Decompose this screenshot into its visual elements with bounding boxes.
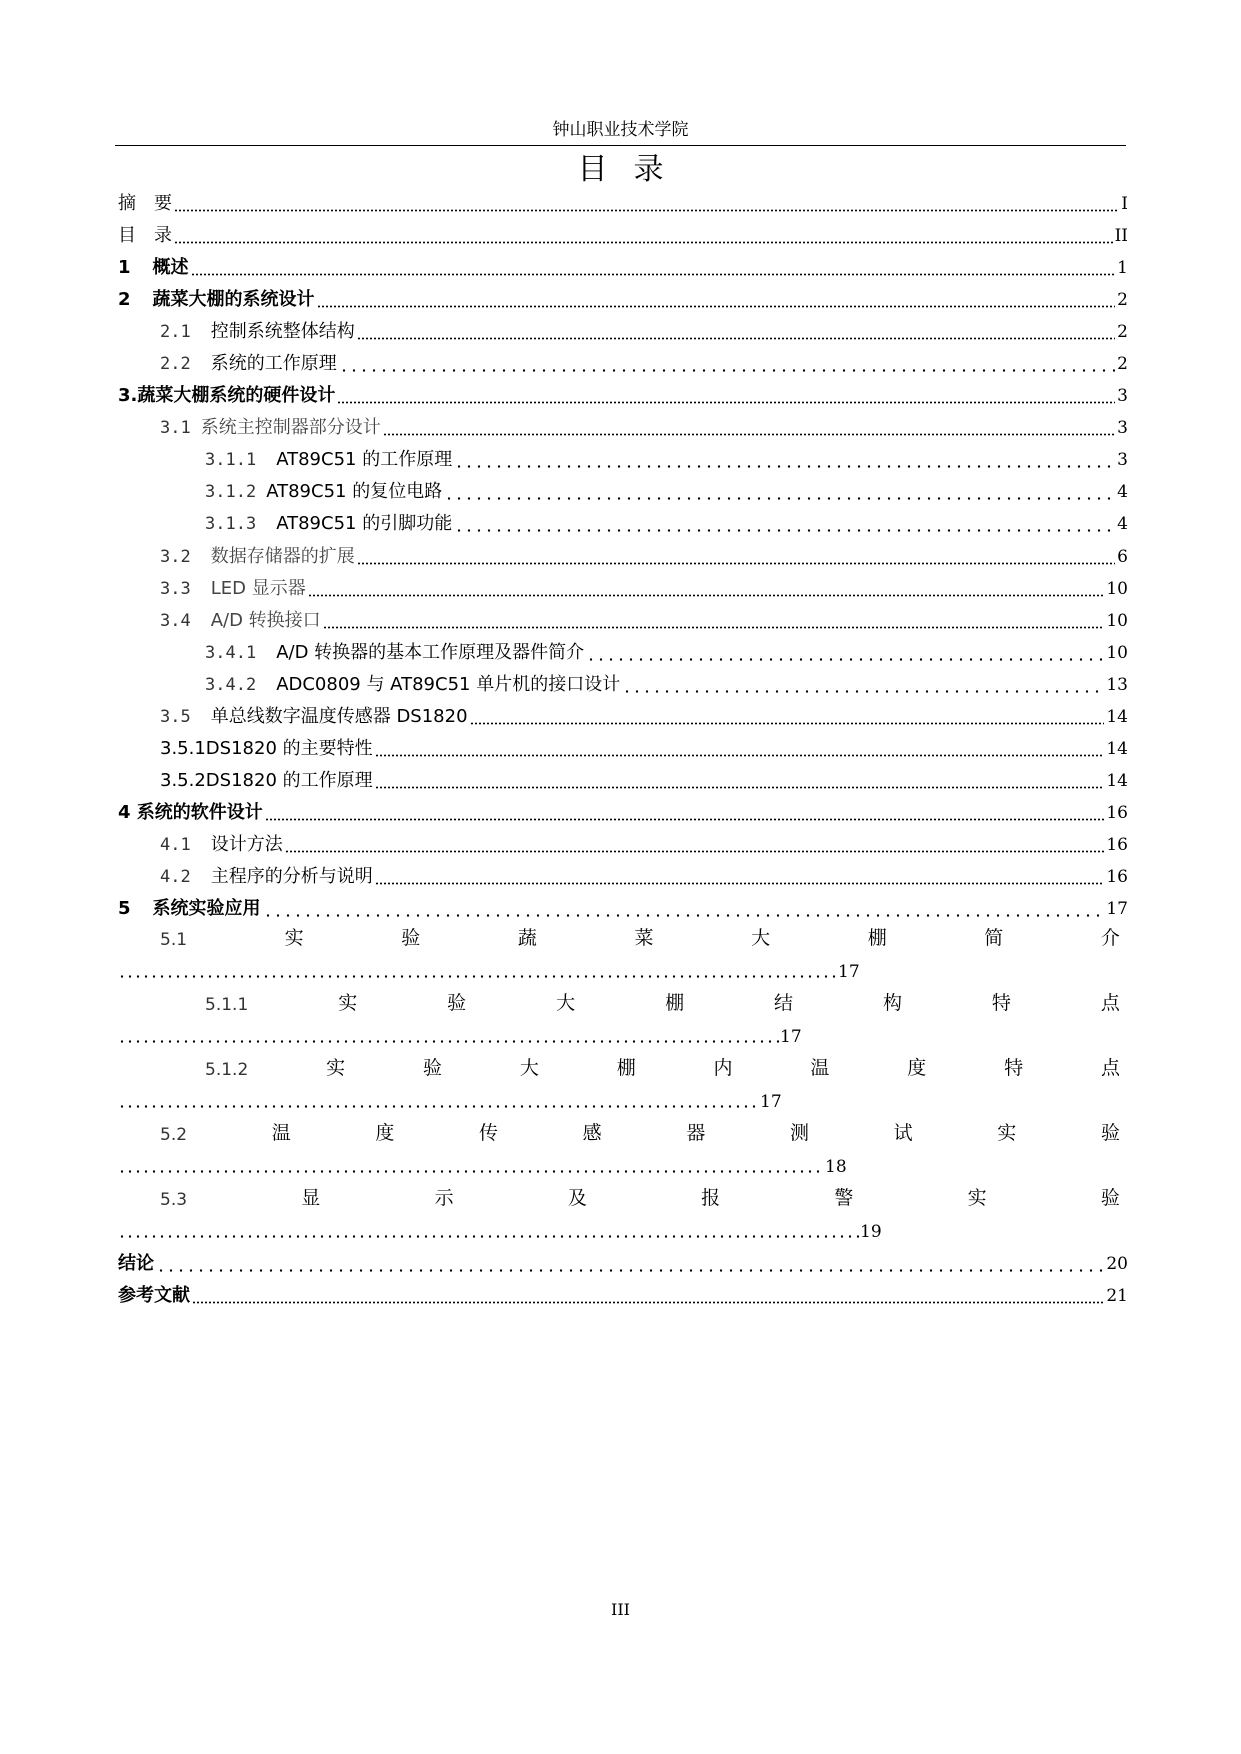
toc-entry-title: 概述 [152,257,189,278]
toc-entry-char: 棚 [665,992,685,1014]
toc-entry-page: 17 [1106,899,1128,919]
toc-entry-conclusion[interactable] [118,1248,1128,1276]
toc-entry-char: 显 [301,1187,321,1209]
toc-entry-char: 度 [907,1057,927,1079]
toc-entry-page: 14 [1106,739,1128,759]
toc-entry-title: 数据存储器的扩展 [210,546,355,567]
toc-entry-char: 棚 [616,1057,636,1079]
toc-entry-number: 5.1.1 [205,995,249,1015]
leader-dots [265,803,1105,821]
toc-entry-char: 实 [967,1187,987,1209]
leader-dots [317,290,1116,308]
toc-entry-1[interactable] [118,252,1128,280]
leader-dots [118,1155,825,1173]
page-number: III [611,1600,630,1619]
toc-entry-page: 3 [1117,418,1128,438]
toc-entry-title: 蔬菜大棚的系统设计 [152,289,315,310]
toc-entry-label: 4 系统的软件设计 [118,802,263,823]
toc-entry-char: 感 [582,1122,602,1144]
leader-dots [375,771,1105,789]
toc-entry-2-2[interactable] [160,348,1128,376]
toc-entry-3-4-1[interactable] [205,637,1128,665]
toc-entry-number: 5.3 [160,1190,188,1210]
leader-dots [454,450,1115,468]
page-title-part2: 录 [633,152,664,187]
leader-dots [622,675,1104,693]
toc-entry-label [118,256,189,280]
toc-entry-char: 简 [984,927,1004,949]
leader-dots [118,960,838,978]
toc-entry-page: 21 [1106,1286,1128,1306]
leader-dots [444,482,1115,500]
toc-entry-page: 4 [1117,482,1128,502]
toc-entry-title: AT89C51 的引脚功能 [276,513,453,534]
toc-entry-page: 13 [1106,675,1128,695]
leader-dots [118,1025,780,1043]
toc-entry-5-1-2[interactable] [205,1054,1120,1080]
toc-entry-char: 结 [774,992,794,1014]
toc-entry-5-2[interactable] [160,1119,1120,1145]
toc-entry-number: 5.2 [160,1125,188,1145]
toc-entry-5-1-1-leader [118,1023,808,1047]
leader-dots [383,418,1115,436]
toc-entry-page: 3 [1117,386,1128,406]
leader-dots [357,547,1115,565]
leader-dots [323,611,1105,629]
toc-entry-label [118,897,261,921]
toc-entry-4-2[interactable] [160,861,1128,889]
toc-entry-number: 3.4 [160,611,191,631]
toc-entry-char: 点 [1100,992,1120,1014]
page-header: 钟山职业技术学院 [552,120,689,140]
toc-entry-number: 5 [118,898,131,919]
toc-entry-char: 警 [834,1187,854,1209]
toc-entry-number: 3.1.1 [205,450,257,470]
toc-entry-label [160,352,337,376]
leader-dots [454,514,1115,532]
toc-entry-number: 5.1.2 [205,1060,249,1080]
page-title [0,150,1241,190]
toc-entry-char: 实 [997,1122,1017,1144]
toc-entry-label: 参考文献 [118,1285,190,1306]
toc-entry-page: II [1114,226,1128,246]
toc-entry-char: 蔬 [517,927,537,949]
leader-dots [470,707,1105,725]
toc-entry-number: 3.1.2 [205,482,257,502]
toc-entry-char: 实 [338,992,358,1014]
toc-entry-3-5-1[interactable] [160,733,1128,761]
toc-entry-char: 验 [401,927,421,949]
toc-entry-label [160,320,355,344]
toc-entry-page: 14 [1106,771,1128,791]
toc-entry-5-2-leader [118,1153,853,1177]
toc-entry-2[interactable] [118,284,1128,312]
toc-entry-label [160,545,355,569]
toc-entry-page: 2 [1117,290,1128,310]
toc-entry-char: 构 [882,992,902,1014]
leader-dots [586,643,1104,661]
toc-entry-3[interactable] [118,380,1128,408]
toc-entry-4[interactable] [118,797,1128,825]
toc-entry-page: 2 [1117,354,1128,374]
toc-entry-number: 3.4.2 [205,675,257,695]
toc-entry-char: 特 [991,992,1011,1014]
toc-entry-page: I [1121,194,1128,214]
toc-entry-char: 试 [893,1122,913,1144]
toc-entry-label [160,609,321,633]
toc-entry-3-1-2[interactable] [205,476,1128,504]
toc-entry-label: 结论 [118,1253,154,1274]
toc-entry-5-1-leader [118,958,868,982]
toc-entry-number: 1 [118,257,131,278]
toc-entry-char: 验 [422,1057,442,1079]
leader-dots [263,899,1105,917]
toc-entry-3-4-2[interactable] [205,669,1128,697]
toc-entry-number: 2.2 [160,354,191,374]
header-divider [115,145,1126,146]
toc-entry-label [205,673,620,697]
leader-dots [191,258,1116,276]
toc-entry-references[interactable] [118,1280,1128,1308]
leader-dots [118,1220,860,1238]
leader-dots [174,226,1113,244]
toc-entry-char: 大 [751,927,771,949]
toc-entry-label [205,480,442,504]
toc-entry-char: 示 [434,1187,454,1209]
toc-entry-3-5-2[interactable] [160,765,1128,793]
toc-entry-title: A/D 转换接口 [210,610,321,631]
toc-entry-number: 3.5 [160,707,191,727]
toc-entry-label [160,705,468,729]
toc-entry-number: 4.2 [160,867,191,887]
toc-entry-3-3[interactable] [160,573,1128,601]
toc-entry-title: 控制系统整体结构 [210,321,355,342]
toc-entry-page: 1 [1117,258,1128,278]
toc-entry-title: AT89C51 的复位电路 [266,481,443,502]
toc-entry-label: 3.蔬菜大棚系统的硬件设计 [118,385,336,406]
toc-entry-char: 点 [1100,1057,1120,1079]
toc-entry-page: 17 [760,1092,782,1112]
toc-entry-page: 16 [1106,835,1128,855]
toc-entry-label: 3.5.2DS1820 的工作原理 [160,770,373,791]
toc-entry-5-1[interactable] [160,924,1120,950]
toc-entry-number: 3.2 [160,547,191,567]
toc-entry-char: 验 [1100,1187,1120,1209]
toc-entry-title: AT89C51 的工作原理 [276,449,453,470]
leader-dots [308,579,1105,597]
toc-entry-number: 2.1 [160,322,191,342]
toc-entry-number: 3.4.1 [205,643,257,663]
toc-entry-char: 温 [810,1057,830,1079]
toc-entry-page: 16 [1106,867,1128,887]
toc-entry-label: 3.5.1DS1820 的主要特性 [160,738,373,759]
toc-entry-3-1[interactable] [160,412,1128,440]
toc-entry-4-1[interactable] [160,829,1128,857]
toc-entry-char: 内 [713,1057,733,1079]
toc-entry-char: 介 [1100,927,1120,949]
toc-entry-page: 14 [1106,707,1128,727]
toc-entry-number: 4.1 [160,835,191,855]
toc-entry-char: 器 [686,1122,706,1144]
toc-entry-label [205,641,584,665]
toc-entry-page: 20 [1106,1254,1128,1274]
toc-entry-page: 6 [1117,547,1128,567]
toc-entry-page: 10 [1106,611,1128,631]
leader-dots [357,322,1115,340]
toc-entry-5-1-1[interactable] [205,989,1120,1015]
page-title-part1: 目 [577,152,608,187]
toc-entry-page: 16 [1106,803,1128,823]
toc-entry-char: 传 [479,1122,499,1144]
toc-entry-5[interactable] [118,893,1128,921]
toc-entry-label [118,288,315,312]
toc-entry-number: 3.3 [160,579,191,599]
toc-entry-char: 测 [789,1122,809,1144]
toc-entry-char: 实 [284,927,304,949]
toc-entry-label: 摘 要 [118,193,172,214]
toc-entry-page: 4 [1117,514,1128,534]
toc-entry-5-3-leader [118,1218,888,1242]
toc-entry-2-1[interactable] [160,316,1128,344]
toc-entry-char: 大 [556,992,576,1014]
toc-entry-title: ADC0809 与 AT89C51 单片机的接口设计 [276,674,621,695]
toc-entry-page: 10 [1106,579,1128,599]
toc-entry-page: 19 [860,1222,882,1242]
toc-entry-3-1-3[interactable] [205,508,1128,536]
toc-entry-char: 大 [519,1057,539,1079]
toc-entry-char: 温 [271,1122,291,1144]
toc-entry-char: 度 [375,1122,395,1144]
toc-entry-abstract[interactable] [118,188,1128,216]
toc-entry-number: 3.1 [160,418,191,438]
toc-entry-title: 主程序的分析与说明 [210,866,373,887]
toc-entry-char: 验 [1100,1122,1120,1144]
toc-entry-number: 5.1 [160,930,188,950]
toc-entry-page: 3 [1117,450,1128,470]
leader-dots [118,1090,760,1108]
toc-entry-3-1-1[interactable] [205,444,1128,472]
toc-entry-number: 2 [118,289,131,310]
toc-entry-5-3[interactable] [160,1184,1120,1210]
toc-entry-title: 设计方法 [210,834,283,855]
toc-entry-5-1-2-leader [118,1088,788,1112]
toc-entry-label [160,577,306,601]
toc-entry-page: 18 [825,1157,847,1177]
toc-entry-label [160,865,373,889]
leader-dots [174,194,1119,212]
leader-dots [285,835,1105,853]
toc-entry-contents[interactable] [118,220,1128,248]
toc-entry-char: 实 [326,1057,346,1079]
toc-entry-page: 2 [1117,322,1128,342]
toc-entry-char: 特 [1004,1057,1024,1079]
toc-entry-label [205,512,452,536]
leader-dots [339,354,1115,372]
toc-entry-title: 单总线数字温度传感器 DS1820 [210,706,468,727]
toc-entry-3-4[interactable] [160,605,1128,633]
toc-entry-page: 17 [838,962,860,982]
toc-entry-number: 3.1.3 [205,514,257,534]
toc-entry-char: 及 [567,1187,587,1209]
toc-entry-char: 棚 [867,927,887,949]
toc-entry-title: 系统的工作原理 [210,353,337,374]
toc-entry-label [205,448,452,472]
toc-entry-label: 目 录 [118,225,172,246]
toc-entry-char: 报 [701,1187,721,1209]
toc-entry-3-2[interactable] [160,541,1128,569]
toc-entry-3-5[interactable] [160,701,1128,729]
toc-entry-label [160,416,381,440]
toc-entry-title: 系统实验应用 [152,898,261,919]
toc-entry-label [160,833,283,857]
toc-entry-title: A/D 转换器的基本工作原理及器件简介 [276,642,585,663]
toc-entry-title: LED 显示器 [210,578,306,599]
leader-dots [337,386,1115,404]
leader-dots [192,1286,1104,1304]
leader-dots [375,867,1105,885]
leader-dots [375,739,1105,757]
toc-entry-page: 17 [780,1027,802,1047]
toc-entry-title: 系统主控制器部分设计 [200,417,381,438]
toc-entry-char: 验 [447,992,467,1014]
leader-dots [156,1254,1104,1272]
toc-entry-char: 菜 [634,927,654,949]
toc-entry-page: 10 [1106,643,1128,663]
